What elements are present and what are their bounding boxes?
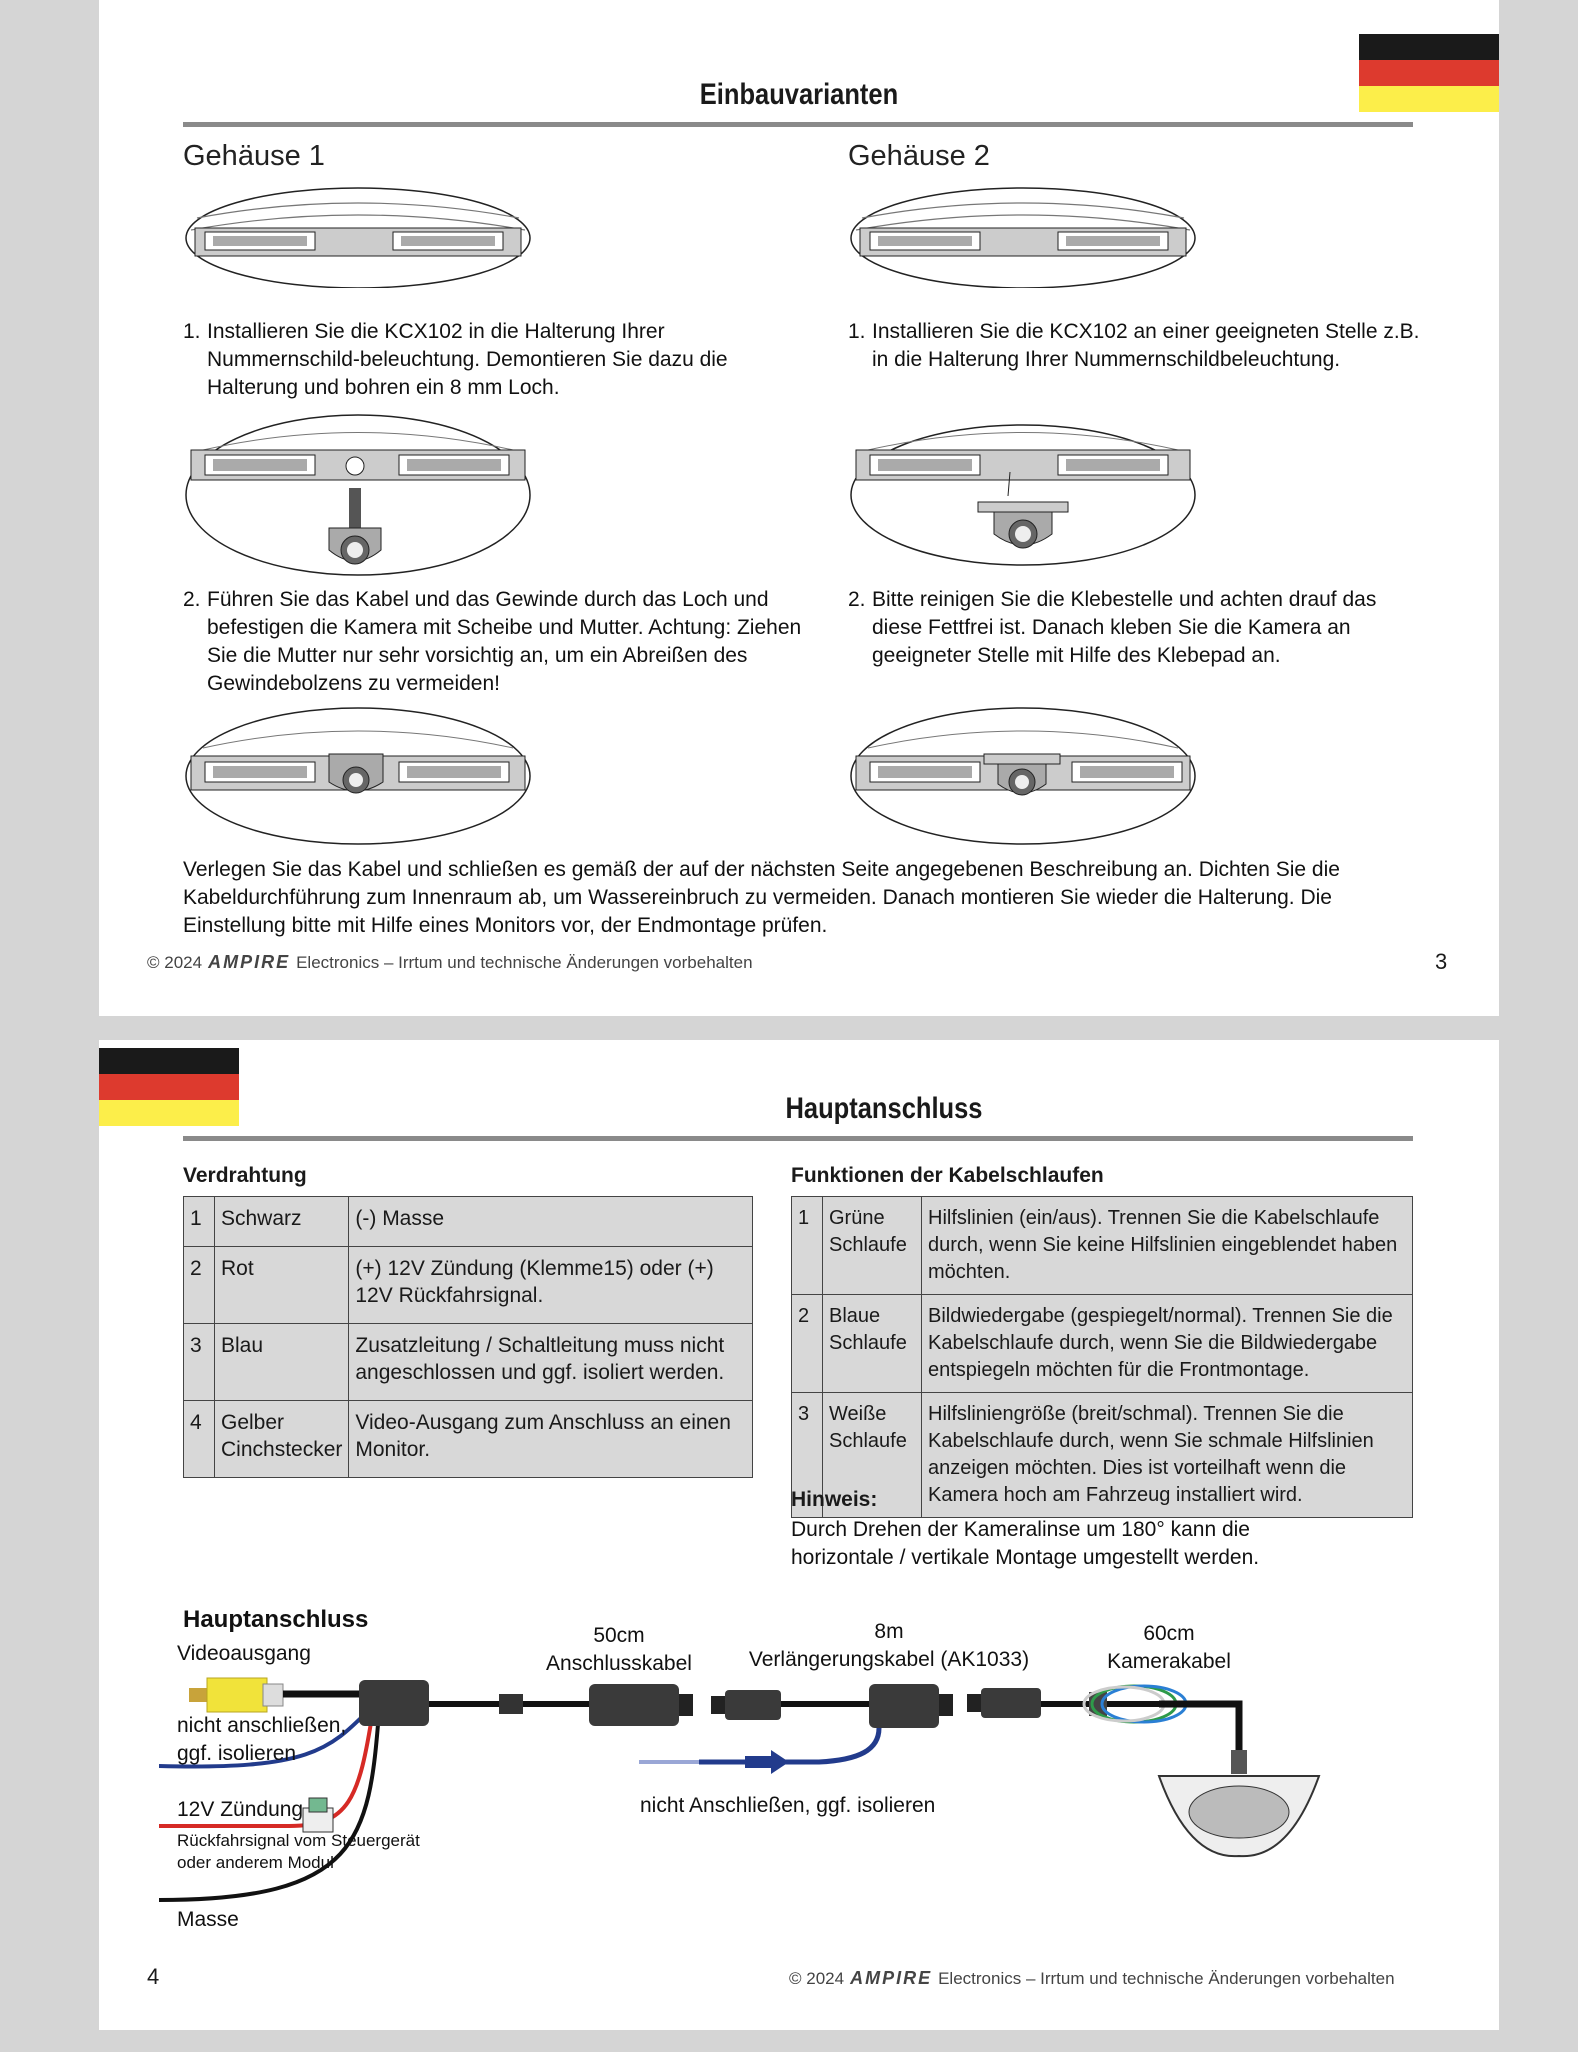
table-cell-num: 4 [184,1401,215,1478]
table-cell-desc: Bildwiedergabe (gespiegelt/normal). Trennen Sie die Kabelschlaufe durch, wenn Sie die Bildwiedergabe entspiegeln möchten für die Frontmontage. [922,1295,1413,1393]
step-number: 2. [183,588,201,611]
cable3-length: 60cm [1143,1622,1195,1645]
title-rule [183,1136,1413,1141]
loops-heading: Funktionen der Kabelschlaufen [791,1164,1104,1187]
table-row [184,1401,753,1478]
table-cell-color: Blau [215,1324,349,1401]
table-cell-name: Grüne Schlaufe [823,1197,922,1295]
ignition-label: 12V Zündung [177,1798,304,1821]
installed-housing1-illustration [183,696,533,846]
table-row [184,1324,753,1401]
cable2-length: 8m [874,1620,904,1643]
housing1-illustration [183,178,533,288]
table-cell-num: 3 [184,1324,215,1401]
table-cell-desc: (-) Masse [349,1197,753,1247]
step-text: Bitte reinigen Sie die Klebestelle und achten drauf das diese Fettfrei ist. Danach kleben Sie die Kamera an geeigneter Stelle mit Hilfe des Klebepad an. [872,588,1377,667]
table-cell-color: Gelber Cinchstecker [215,1401,349,1478]
wiring-table [183,1196,753,1478]
reverse-signal-label: Rückfahrsignal vom Steuergerät oder anderem Modul [177,1831,420,1872]
copyright: © 2024 [147,952,203,972]
col1-step1 [183,318,823,402]
brand-logo: AMPIRE [208,952,291,972]
copyright: © 2024 [789,1968,845,1988]
col1-step2 [183,586,833,698]
table-row [792,1393,1413,1518]
step-number: 2. [848,588,866,611]
installed-housing2-illustration [848,696,1198,846]
col2-step1 [848,318,1428,374]
page-footer [147,952,753,973]
title-rule [183,122,1413,127]
wiring-heading: Verdrahtung [183,1164,307,1187]
camera-icon [1159,1776,1319,1856]
table-cell-num: 1 [792,1197,823,1295]
footer-text: Electronics – Irrtum und technische Änderungen vorbehalten [938,1968,1395,1988]
table-cell-name: Blaue Schlaufe [823,1295,922,1393]
note-text: Durch Drehen der Kameralinse um 180° kann die horizontale / vertikale Montage umgestellt werden. [791,1518,1260,1569]
manual-page-4 [99,1040,1499,2030]
not-connect2-label: nicht Anschließen, ggf. isolieren [640,1794,936,1817]
page-title: Einbauvarianten [699,78,899,111]
table-cell-num: 2 [184,1247,215,1324]
col2-step2 [848,586,1408,670]
step-text: Installieren Sie die KCX102 an einer geeigneten Stelle z.B. in die Halterung Ihrer Nummernschildbeleuchtung. [872,320,1420,371]
table-row [792,1295,1413,1393]
table-cell-desc: Hilfslinien (ein/aus). Trennen Sie die Kabelschlaufe durch, wenn Sie keine Hilfslinien eingeblendet haben möchten. [922,1197,1413,1295]
loops-table [791,1196,1413,1518]
table-cell-num: 2 [792,1295,823,1393]
video-output-label: Videoausgang [177,1642,311,1665]
table-cell-desc: (+) 12V Zündung (Klemme15) oder (+) 12V Rückfahrsignal. [349,1247,753,1324]
page-number: 3 [1435,949,1448,974]
step-text: Führen Sie das Kabel und das Gewinde durch das Loch und befestigen die Kamera mit Scheibe und Mutter. Achtung: Ziehen Sie die Mutter nur sehr vorsichtig an, um ein Abreißen des Gewindebolzens zu vermeiden! [207,588,802,695]
not-connect-label: nicht anschließen, ggf. isolieren [177,1714,347,1765]
adhesive-mount-illustration [848,410,1198,580]
cable3-name: Kamerakabel [1107,1650,1231,1673]
table-cell-num: 3 [792,1393,823,1518]
table-cell-desc: Zusatzleitung / Schaltleitung muss nicht angeschlossen und ggf. isoliert werden. [349,1324,753,1401]
table-cell-desc: Video-Ausgang zum Anschluss an einen Monitor. [349,1401,753,1478]
fuse-icon [303,1798,333,1832]
cable1-name: Anschlusskabel [546,1652,692,1675]
table-row [184,1247,753,1324]
table-cell-name: Weiße Schlaufe [823,1393,922,1518]
drill-mount-illustration [183,410,533,580]
page-title: Hauptanschluss [785,1092,983,1125]
bottom-instructions: Verlegen Sie das Kabel und schließen es gemäß der auf der nächsten Seite angegebenen Beschreibung an. Dichten Sie die Kabeldurchführung zum Innenraum ab, um Wassereinbruch zu vermeiden. Danach montieren Sie wieder die Halterung. Die Einstellung bitte mit Hilfe eines Monitors vor, der Endmontage prüfen. [183,858,1340,937]
table-cell-num: 1 [184,1197,215,1247]
note-heading: Hinweis: [791,1488,878,1511]
rca-plug-icon [189,1678,283,1712]
col2-heading: Gehäuse 2 [848,140,990,172]
table-cell-color: Rot [215,1247,349,1324]
cable1-length: 50cm [593,1624,645,1647]
page-footer [789,1968,1395,1989]
german-flag [99,1048,239,1126]
manual-page-3 [99,0,1499,1016]
col1-heading: Gehäuse 1 [183,140,325,172]
table-row [184,1197,753,1247]
footer-text: Electronics – Irrtum und technische Änderungen vorbehalten [296,952,753,972]
step-text: Installieren Sie die KCX102 in die Halterung Ihrer Nummernschild-beleuchtung. Demontieren Sie dazu die Halterung und bohren ein 8 mm Loch. [207,320,728,399]
housing2-illustration [848,178,1198,288]
step-number: 1. [183,320,201,343]
step-number: 1. [848,320,866,343]
table-cell-desc: Hilfsliniengröße (breit/schmal). Trennen Sie die Kabelschlaufe durch, wenn Sie schmale Hilfslinien anzeigen möchten. Dies ist vorteilhaft wenn die Kamera hoch am Fahrzeug installiert wird. [922,1393,1413,1518]
brand-logo: AMPIRE [850,1968,933,1988]
page-number: 4 [147,1964,160,1989]
ground-label: Masse [177,1908,239,1931]
table-row [792,1197,1413,1295]
diagram-title: Hauptanschluss [183,1606,369,1633]
cable2-name: Verlängerungskabel (AK1033) [748,1648,1030,1671]
table-cell-color: Schwarz [215,1197,349,1247]
